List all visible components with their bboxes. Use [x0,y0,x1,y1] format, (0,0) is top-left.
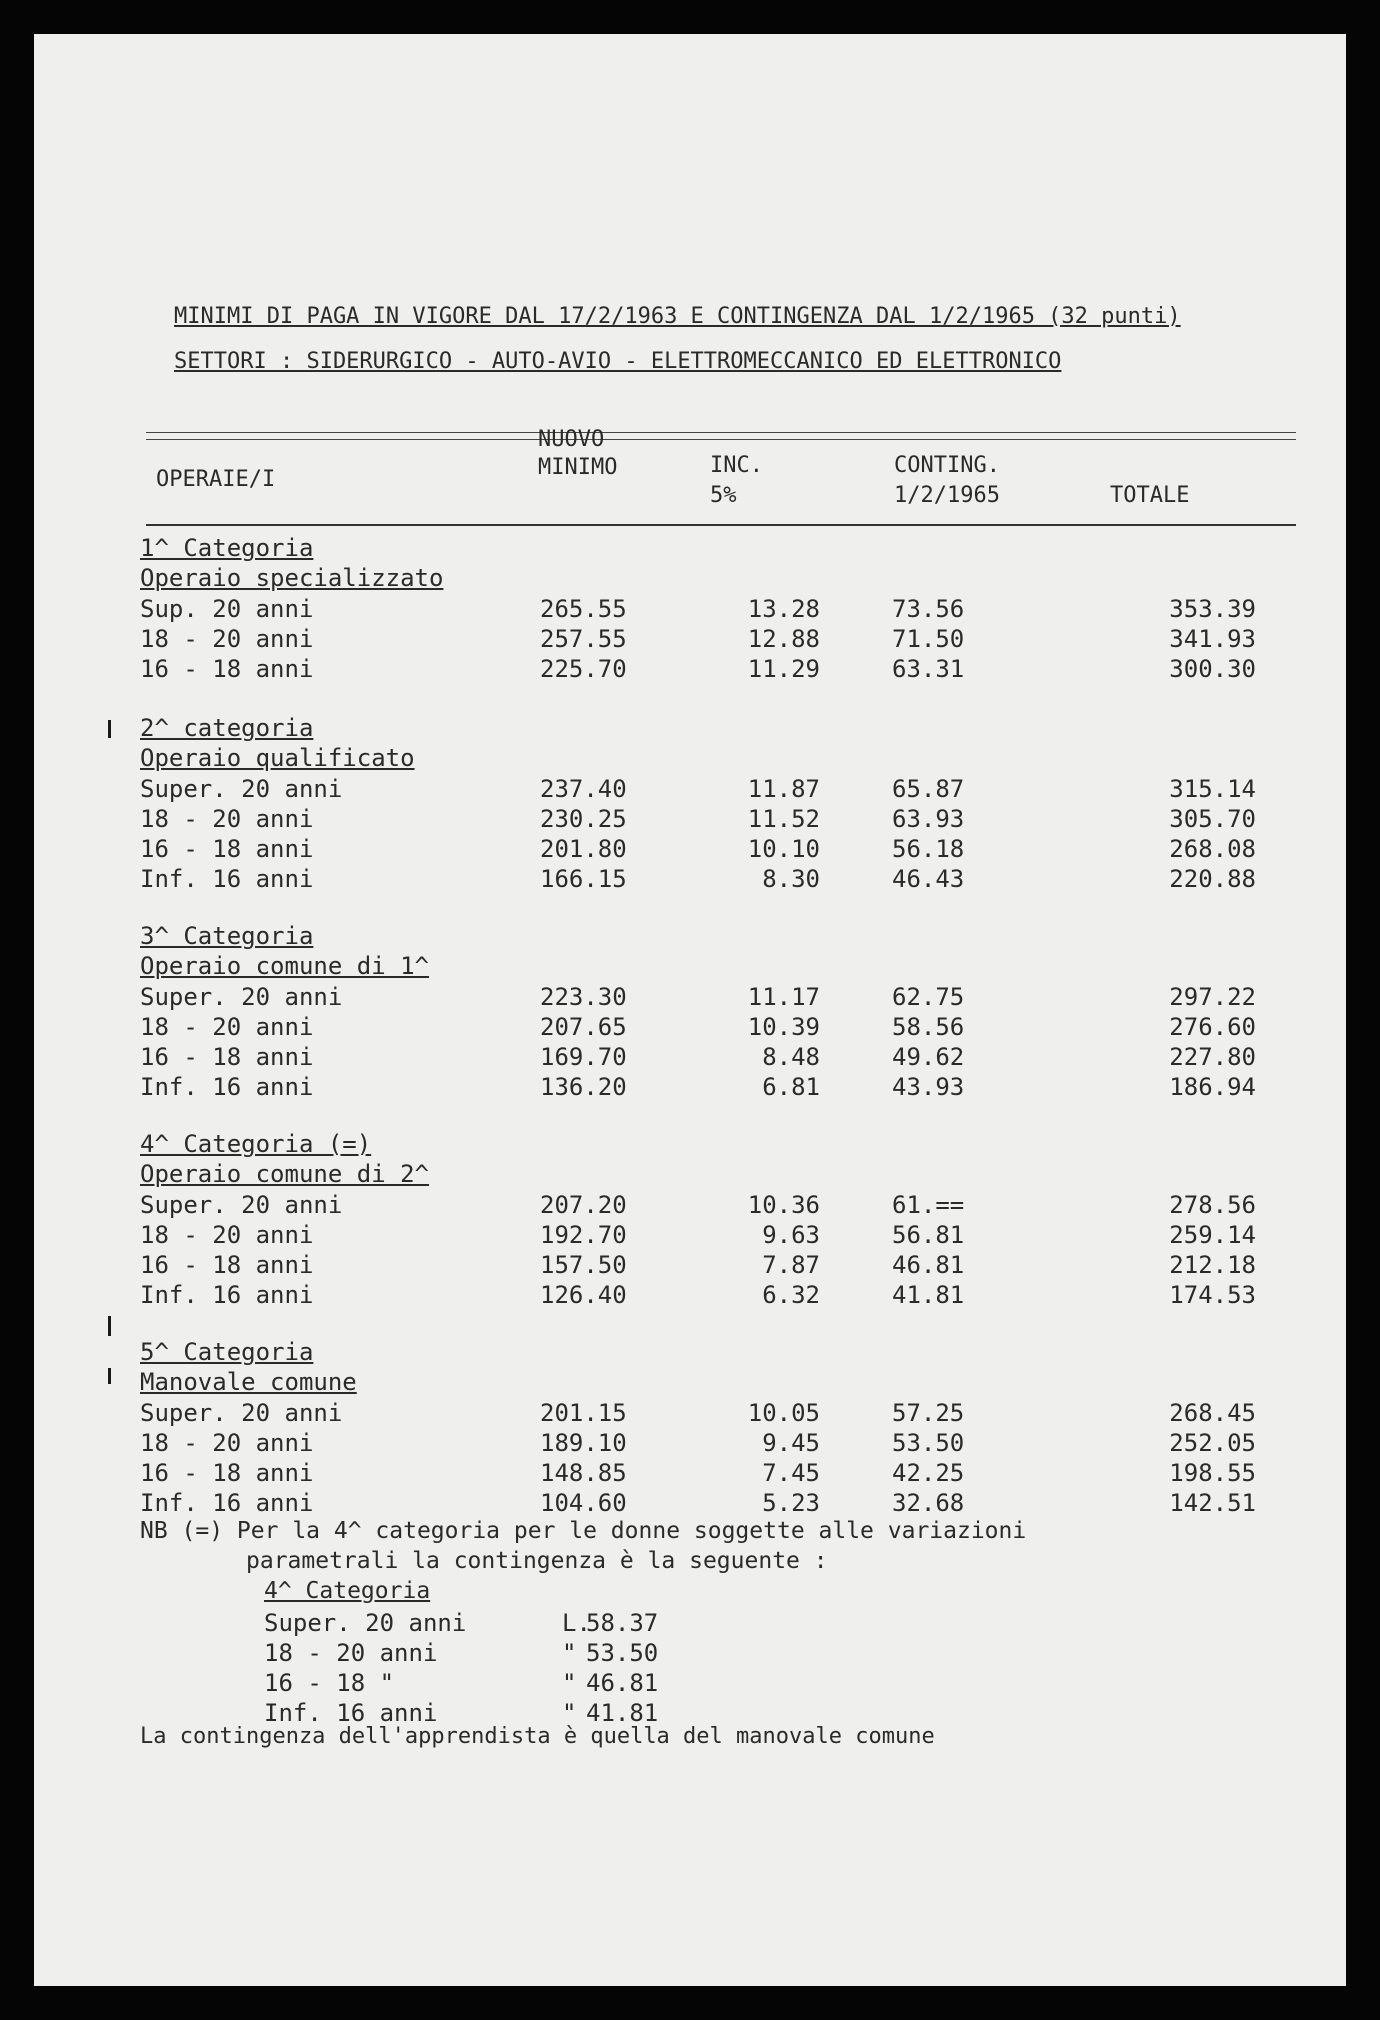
increment-value: 7.45 [762,1459,820,1487]
category-description: Operaio comune di 2^ [140,1160,429,1188]
nuovo-minimo-value: 169.70 [540,1043,627,1071]
nb-value: 58.37 [586,1609,659,1637]
increment-value: 13.28 [747,595,820,623]
category-description: Operaio qualificato [140,744,415,772]
table-row [34,804,1346,834]
header-inc-pct: 5% [710,483,737,508]
nb-category: 4^ Categoria [264,1578,431,1604]
increment-value: 11.52 [747,805,820,833]
contingenza-value: 62.75 [892,983,965,1011]
header-totale: TOTALE [1110,483,1190,508]
contingenza-value: 56.18 [892,835,965,863]
nb-age-label: Super. 20 anni [264,1609,467,1637]
increment-value: 11.17 [747,983,820,1011]
totale-value: 174.53 [1169,1281,1256,1309]
age-label: 18 - 20 anni [140,1429,314,1457]
age-label: Super. 20 anni [140,775,343,803]
nb-row [34,1608,934,1638]
table-row [34,1458,1346,1488]
document-page [34,34,1346,1986]
totale-value: 315.14 [1169,775,1256,803]
increment-value: 11.29 [747,655,820,683]
contingenza-value: 41.81 [892,1281,965,1309]
table-row [34,1190,1346,1220]
nb-row [34,1638,934,1668]
contingenza-value: 57.25 [892,1399,965,1427]
contingenza-value: 63.93 [892,805,965,833]
nuovo-minimo-value: 201.80 [540,835,627,863]
category-title: 2^ categoria [140,714,314,742]
contingenza-value: 56.81 [892,1221,965,1249]
totale-value: 186.94 [1169,1073,1256,1101]
age-label: Inf. 16 anni [140,1073,314,1101]
category-description: Operaio comune di 1^ [140,952,429,980]
totale-value: 305.70 [1169,805,1256,833]
totale-value: 341.93 [1169,625,1256,653]
increment-value: 10.36 [747,1191,820,1219]
table-row [34,1488,1346,1518]
nuovo-minimo-value: 225.70 [540,655,627,683]
header-conting: CONTING. [894,453,1000,478]
nb-line-2: parametrali la contingenza è la seguente : [246,1548,828,1574]
nb-value: 46.81 [586,1669,659,1697]
increment-value: 10.39 [747,1013,820,1041]
table-row [34,1280,1346,1310]
nb-prefix: L. [562,1609,591,1637]
nb-age-label: Inf. 16 anni [264,1699,438,1727]
age-label: Inf. 16 anni [140,1489,314,1517]
totale-value: 220.88 [1169,865,1256,893]
totale-value: 300.30 [1169,655,1256,683]
contingenza-value: 32.68 [892,1489,965,1517]
table-row [34,1220,1346,1250]
nb-value: 53.50 [586,1639,659,1667]
header-operaie: OPERAIE/I [156,467,276,492]
increment-value: 12.88 [747,625,820,653]
age-label: Inf. 16 anni [140,1281,314,1309]
table-row [34,1428,1346,1458]
age-label: Inf. 16 anni [140,865,314,893]
increment-value: 6.32 [762,1281,820,1309]
contingenza-value: 49.62 [892,1043,965,1071]
nuovo-minimo-value: 201.15 [540,1399,627,1427]
increment-value: 8.48 [762,1043,820,1071]
header-double-rule [146,432,1296,440]
table-row [34,1072,1346,1102]
contingenza-value: 71.50 [892,625,965,653]
nuovo-minimo-value: 230.25 [540,805,627,833]
footer-note: La contingenza dell'apprendista è quella del manovale comune [140,1724,935,1749]
nuovo-minimo-value: 223.30 [540,983,627,1011]
table-row [34,654,1346,684]
nb-prefix: " [562,1669,577,1697]
contingenza-value: 43.93 [892,1073,965,1101]
totale-value: 297.22 [1169,983,1256,1011]
header-inc: INC. [710,453,763,478]
totale-value: 278.56 [1169,1191,1256,1219]
nb-row [34,1668,934,1698]
age-label: Sup. 20 anni [140,595,314,623]
age-label: 16 - 18 anni [140,835,314,863]
age-label: 18 - 20 anni [140,1221,314,1249]
age-label: 18 - 20 anni [140,1013,314,1041]
sectors-line: SETTORI : SIDERURGICO - AUTO-AVIO - ELETTROMECCANICO ED ELETTRONICO [174,349,1062,374]
increment-value: 5.23 [762,1489,820,1517]
table-row [34,594,1346,624]
contingenza-value: 73.56 [892,595,965,623]
table-row [34,624,1346,654]
increment-value: 6.81 [762,1073,820,1101]
increment-value: 10.10 [747,835,820,863]
nuovo-minimo-value: 189.10 [540,1429,627,1457]
nuovo-minimo-value: 207.65 [540,1013,627,1041]
totale-value: 268.45 [1169,1399,1256,1427]
increment-value: 10.05 [747,1399,820,1427]
totale-value: 268.08 [1169,835,1256,863]
contingenza-value: 46.81 [892,1251,965,1279]
totale-value: 259.14 [1169,1221,1256,1249]
nb-prefix: " [562,1639,577,1667]
nuovo-minimo-value: 166.15 [540,865,627,893]
age-label: 16 - 18 anni [140,655,314,683]
contingenza-value: 46.43 [892,865,965,893]
category-title: 1^ Categoria [140,534,314,562]
increment-value: 11.87 [747,775,820,803]
nuovo-minimo-value: 136.20 [540,1073,627,1101]
nb-line-1: NB (=) Per la 4^ categoria per le donne soggette alle variazioni [140,1518,1027,1544]
document-title: MINIMI DI PAGA IN VIGORE DAL 17/2/1963 E CONTINGENZA DAL 1/2/1965 (32 punti) [174,304,1181,329]
age-label: 16 - 18 anni [140,1459,314,1487]
nb-age-label: 18 - 20 anni [264,1639,438,1667]
increment-value: 9.63 [762,1221,820,1249]
contingenza-value: 58.56 [892,1013,965,1041]
category-description: Operaio specializzato [140,564,444,592]
category-title: 5^ Categoria [140,1338,314,1366]
nuovo-minimo-value: 157.50 [540,1251,627,1279]
totale-value: 142.51 [1169,1489,1256,1517]
header-rule [146,524,1296,526]
totale-value: 353.39 [1169,595,1256,623]
header-conting-date: 1/2/1965 [894,483,1000,508]
category-title: 4^ Categoria (=) [140,1130,372,1158]
nuovo-minimo-value: 148.85 [540,1459,627,1487]
age-label: Super. 20 anni [140,1191,343,1219]
contingenza-value: 53.50 [892,1429,965,1457]
table-row [34,1250,1346,1280]
contingenza-value: 63.31 [892,655,965,683]
contingenza-value: 42.25 [892,1459,965,1487]
contingenza-value: 65.87 [892,775,965,803]
table-row [34,774,1346,804]
contingenza-value: 61.== [892,1191,965,1219]
nuovo-minimo-value: 126.40 [540,1281,627,1309]
age-label: 18 - 20 anni [140,625,314,653]
age-label: 16 - 18 anni [140,1251,314,1279]
table-row [34,1398,1346,1428]
header-minimo: MINIMO [538,455,618,480]
header-nuovo: NUOVO [538,427,605,452]
increment-value: 7.87 [762,1251,820,1279]
table-row [34,834,1346,864]
nuovo-minimo-value: 207.20 [540,1191,627,1219]
increment-value: 8.30 [762,865,820,893]
margin-mark [108,1316,111,1336]
nb-value: 41.81 [586,1699,659,1727]
table-row [34,864,1346,894]
age-label: 18 - 20 anni [140,805,314,833]
nuovo-minimo-value: 237.40 [540,775,627,803]
table-row [34,1012,1346,1042]
table-row [34,982,1346,1012]
age-label: 16 - 18 anni [140,1043,314,1071]
totale-value: 198.55 [1169,1459,1256,1487]
totale-value: 227.80 [1169,1043,1256,1071]
category-title: 3^ Categoria [140,922,314,950]
age-label: Super. 20 anni [140,983,343,1011]
totale-value: 276.60 [1169,1013,1256,1041]
totale-value: 252.05 [1169,1429,1256,1457]
nuovo-minimo-value: 265.55 [540,595,627,623]
nuovo-minimo-value: 257.55 [540,625,627,653]
nb-age-label: 16 - 18 " [264,1669,395,1697]
nb-prefix: " [562,1699,577,1727]
margin-mark [108,1368,111,1384]
table-row [34,1042,1346,1072]
category-description: Manovale comune [140,1368,357,1396]
increment-value: 9.45 [762,1429,820,1457]
age-label: Super. 20 anni [140,1399,343,1427]
totale-value: 212.18 [1169,1251,1256,1279]
nuovo-minimo-value: 192.70 [540,1221,627,1249]
margin-mark [108,720,111,738]
nuovo-minimo-value: 104.60 [540,1489,627,1517]
